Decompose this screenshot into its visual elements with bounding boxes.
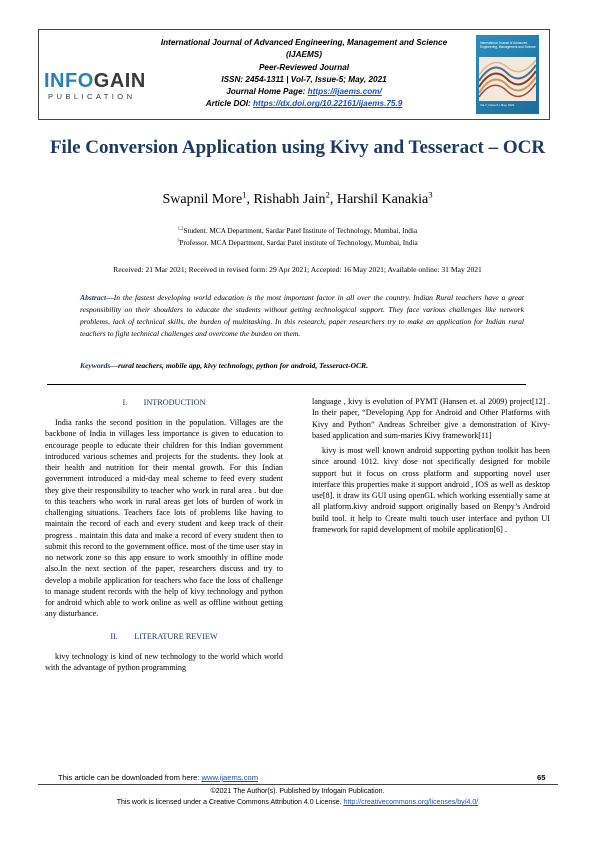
author-name: Harshil Kanakia — [336, 192, 429, 207]
abstract-label: Abstract — [80, 293, 107, 302]
home-page-line — [144, 86, 464, 98]
download-line — [58, 773, 258, 782]
doi-label: Article DOI: — [205, 99, 254, 109]
logo-text-a: INFO — [44, 70, 94, 92]
journal-info — [144, 37, 464, 111]
affiliation — [40, 225, 555, 237]
lit-heading: II. LITERATURE REVIEW — [110, 631, 218, 641]
license-link[interactable]: http://creativecommons.org/licenses/by/4.0/ — [343, 799, 479, 806]
publisher-logo — [44, 70, 146, 106]
right-paragraph-1: language , kivy is evolution of PYMT (Hansen et. al 2009) project[12] . In their paper, “Developing App for Android and Other Platforms with Kivy and Python” Andreas Schreiber give a demonstration of Kivy- based application and sum-maries Kivy framework[11] — [312, 397, 550, 440]
peer-reviewed-label: Peer-Reviewed Journal — [258, 62, 350, 72]
cover-footer: Vol-7, Issue-5 | May, 2021 — [480, 103, 515, 107]
page-number: 65 — [537, 773, 546, 782]
home-page-label: Journal Home Page: — [226, 87, 308, 97]
home-page-link[interactable]: https://ijaems.com/ — [307, 87, 382, 97]
footer-divider — [38, 784, 558, 785]
abstract-dash: — — [106, 293, 114, 302]
copyright-text: ©2021 The Author(s). Published by Infogain Publication. — [210, 788, 385, 795]
keywords — [80, 361, 524, 370]
download-link[interactable]: www.ijaems.com — [201, 773, 259, 782]
affiliations — [40, 225, 555, 249]
doi-line — [144, 98, 464, 110]
affiliation — [40, 237, 555, 249]
abstract-text: In the fastest developing world education is the most important factor in all over the country. Indian Rural teachers have a great responsibility on their shoulders to educate the students without getting technological support. They face various challenges like network problems, lack of technical skills, the burden of multitasking. In this research, paper researchers try to make an application for Indian rural teachers to fight technical challenges and overcome the burden on them. — [80, 293, 524, 338]
keywords-label: Keywords — [80, 361, 111, 370]
cover-artwork — [479, 57, 536, 101]
affiliation-sup: 3 — [177, 237, 180, 243]
logo-subtext: PUBLICATION — [48, 92, 136, 101]
article-dates: Received: 21 Mar 2021; Received in revised form: 29 Apr 2021; Accepted: 16 May 2021; Available online: 31 May 2021 — [113, 265, 482, 274]
author-list: Swapnil More$^1$, Rishabh Jain$^2$, Harshil Kanakia$^3$ — [162, 189, 433, 207]
footer-copyright — [40, 786, 555, 808]
lit-paragraph: kivy technology is kind of new technology to the world which world with the advantage of python programming — [45, 651, 283, 672]
logo-text-b: GAIN — [93, 70, 146, 92]
issn-line: ISSN: 2454-1311 | Vol-7, Issue-5; May, 2021 — [221, 74, 387, 84]
right-paragraph-2: kivy is most well known android supporting python toolkit has been since around 1012. kivy dose not specifically designed for mobile support but it focus on cross platform and supporting novel user interface this properties make it support android , IOS as well as desktop use[8]. it draw its GUI using openGL which working essentially same at all platform.kivy android support originally based on Renpy’s Android build tool. it help to Create multi touch user interface and python UI framework for rapid development of mobile application[6] . — [312, 446, 550, 534]
left-column — [45, 397, 283, 673]
affiliation-sup: 1,2 — [177, 225, 184, 231]
section-divider — [47, 384, 526, 385]
author-sup: 1 — [242, 189, 247, 200]
affiliation-text: Professor. MCA Department, Sardar Patel institute of Technology, Mumbai, India — [179, 238, 418, 247]
paper-title: File Conversion Application using Kivy and Tesseract – OCR — [49, 137, 546, 158]
author-name: Swapnil More — [162, 192, 243, 207]
intro-heading: I. INTRODUCTION — [122, 398, 206, 407]
license-line — [40, 797, 555, 808]
author-name: Rishabh Jain — [253, 192, 326, 207]
doi-link[interactable]: https://dx.doi.org/10.22161/ijaems.75.9 — [253, 99, 403, 109]
right-column — [312, 396, 550, 535]
keywords-text: rural teachers, mobile app, kivy technology, python for android, Tesseract-OCR. — [117, 361, 368, 370]
affiliation-text: Student. MCA Department, Sardar Patel Institute of Technology, Mumbai, India — [183, 226, 418, 235]
journal-name: International Journal of Advanced Engineering, Management and Science — [160, 38, 448, 47]
abstract — [80, 292, 524, 340]
keywords-dash: — — [110, 361, 118, 370]
cover-title: International Journal of Advanced Engineering, Management and Science — [480, 41, 536, 49]
journal-cover-image — [476, 35, 539, 114]
author-sup: 3 — [428, 189, 433, 200]
journal-abbr: (IJAEMS) — [286, 50, 322, 60]
intro-paragraph: India ranks the second position in the population. Villages are the backbone of India in villages less importance is given to education to encourage people to educate their children for this Indian government introduced various schemes and projects for the students. they look at their health and nutrition for their mental growth. For this Indian government introduced a mid-day meal scheme to feed every student they give their responsibility to teacher who work in rural area . but due to this teachers who work in rural areas get lots of burden of work in challenging situations. Teachers face lots of problems like having to maintain the record of each and every student and keep track of their progress . maintain this data and make a record of every student then to submit this record to the government office. most of the time user stay in no network zone so this app ensure to work smoothly in offline mode also.In the next section of the paper, researchers discuss and try to develop a mobile application for teachers who face the loss of challenge to manage student records with the help of kivy technology and python for android which able to work online as well as offline without getting any disturbance. — [45, 418, 283, 619]
license-label: This work is licensed under a Creative Commons Attribution 4.0 License. — [116, 799, 344, 806]
download-label: This article can be downloaded from here: — [58, 773, 202, 782]
author-sup: 2 — [325, 189, 330, 200]
